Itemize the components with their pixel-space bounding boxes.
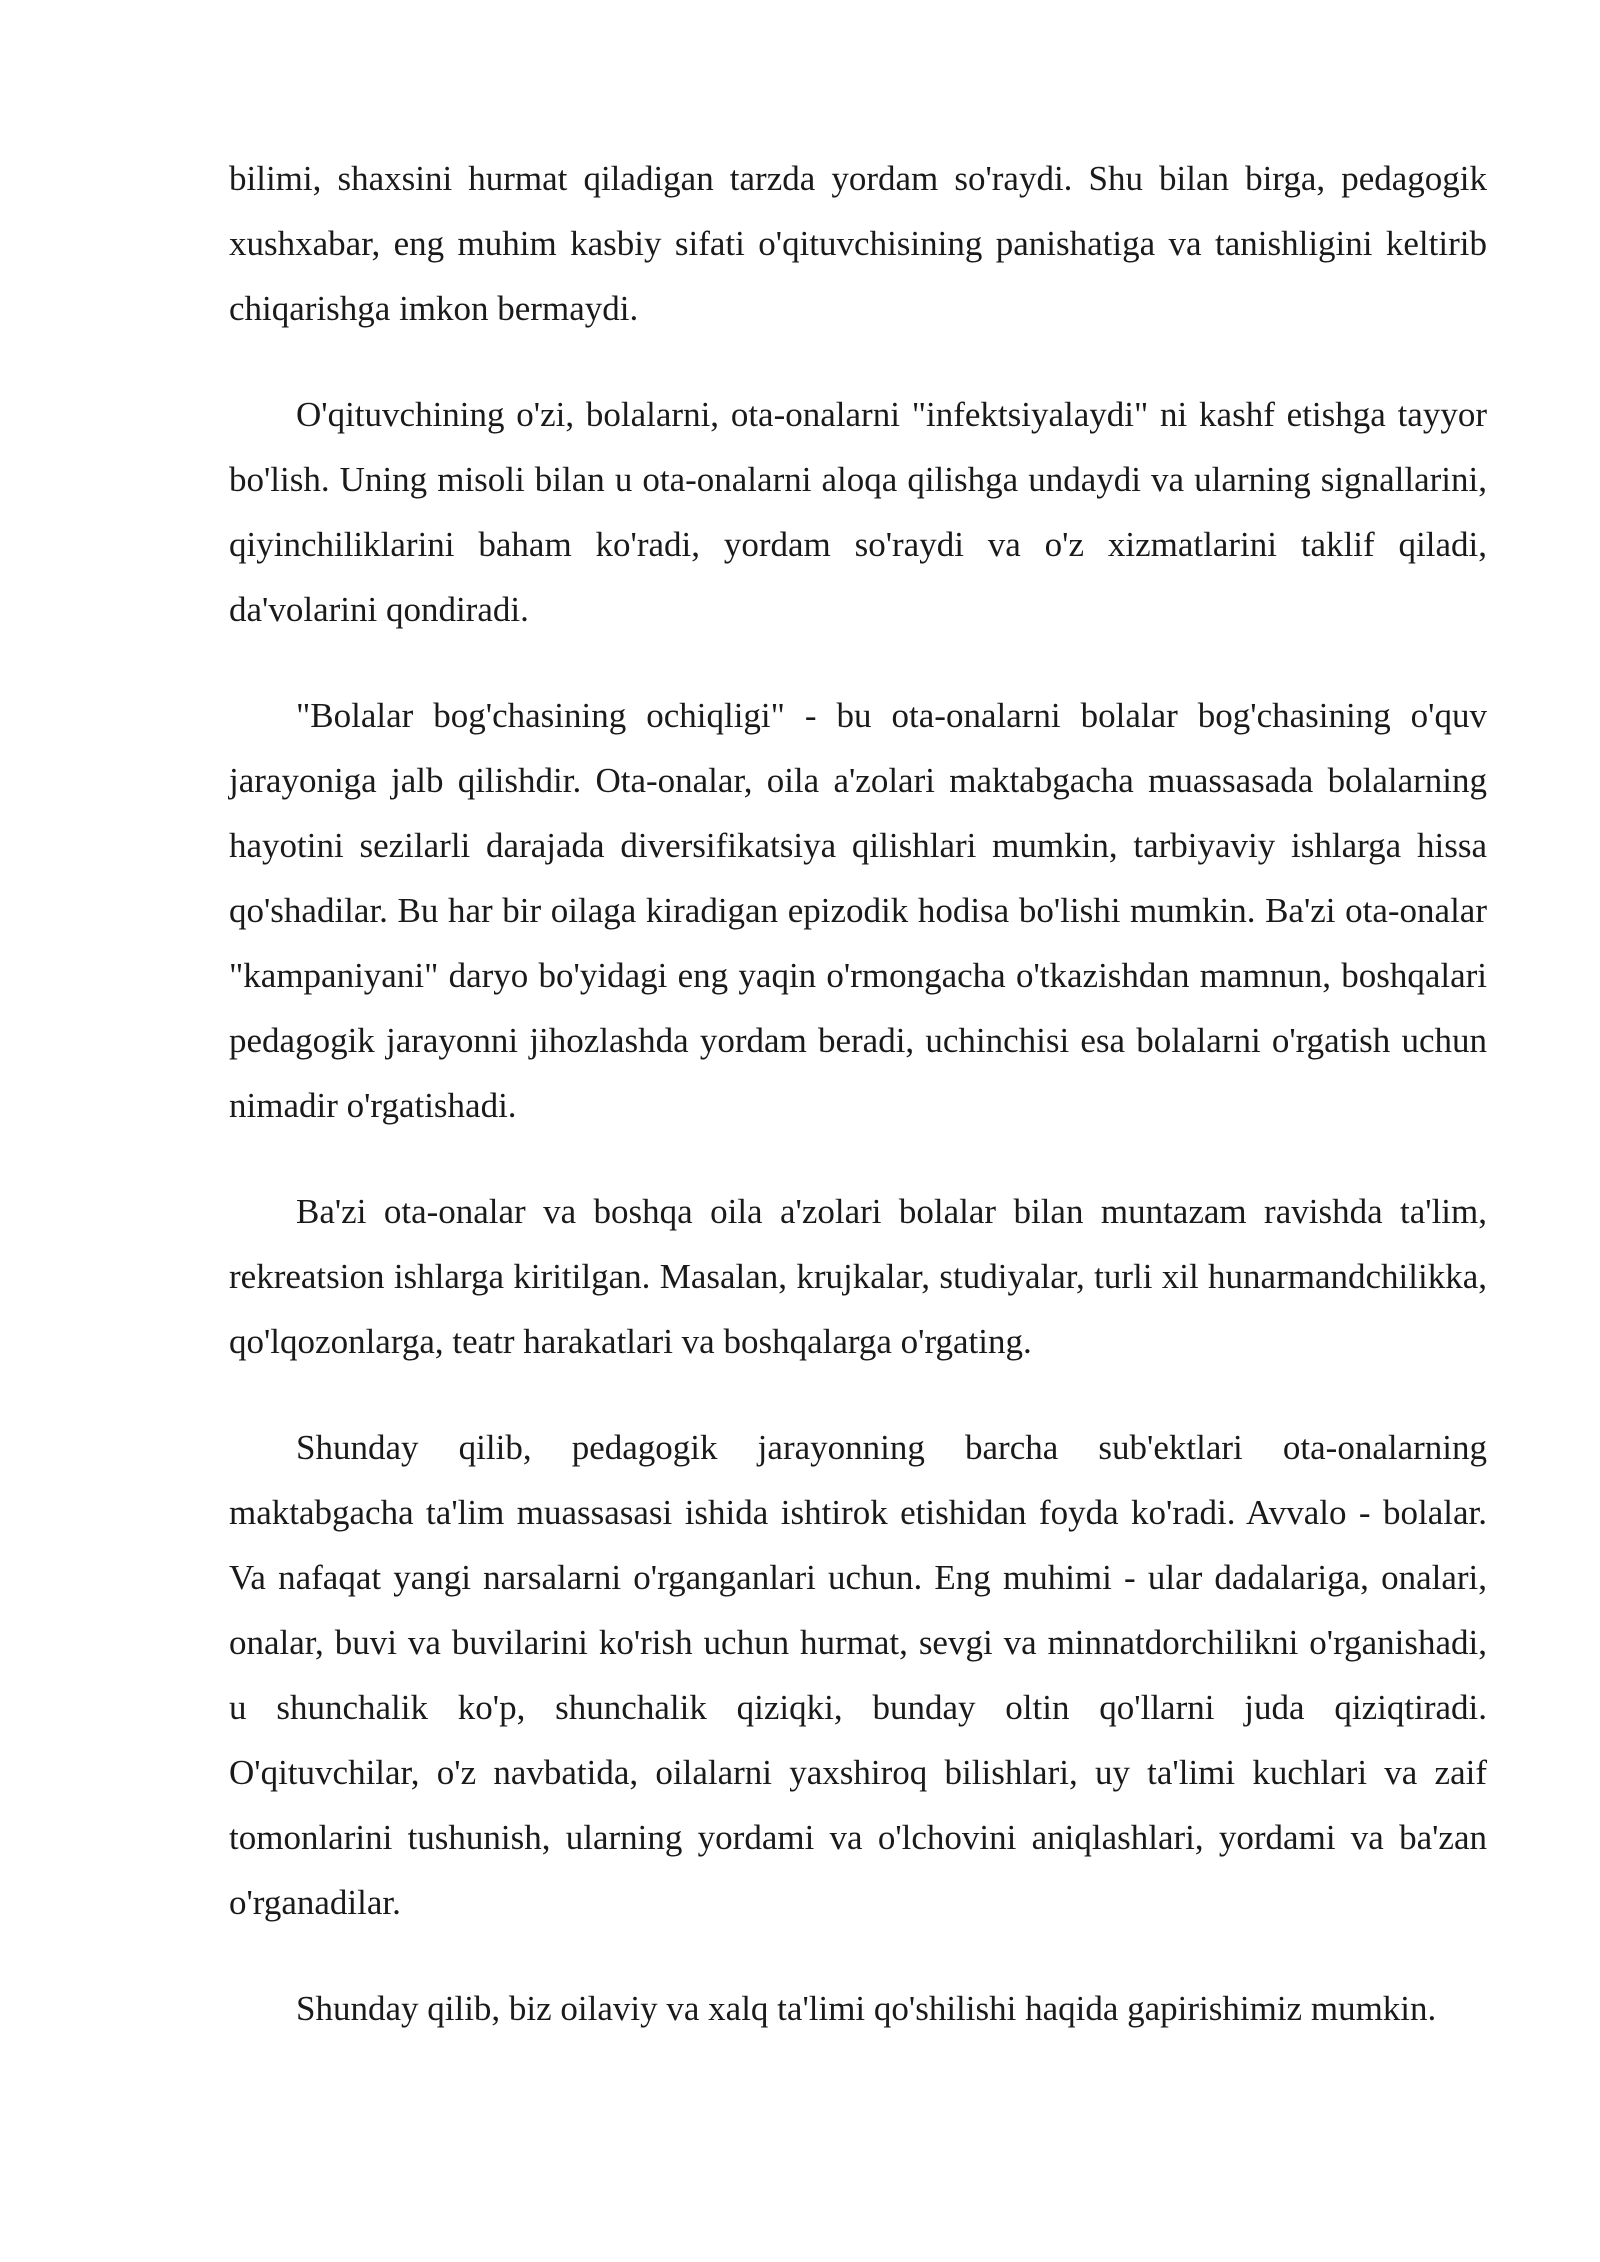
paragraph-5: Shunday qilib, pedagogik jarayonning barcha sub'ektlari ota-onalarning maktabgacha ta'lim muassasasi ishida ishtirok etishidan foyda ko'radi. Avvalo - bolalar. Va nafaqat yangi narsalarni o'rganganlari uchun. Eng muhimi - ular dadalariga, onalari, onalar, buvi va buvilarini ko'rish uchun hurmat, sevgi va minnatdorchilikni o'rganishadi, u shunchalik ko'p, shunchalik qiziqki, bunday oltin qo'llarni juda qiziqtiradi. O'qituvchilar, o'z navbatida, oilalarni yaxshiroq bilishlari, uy ta'limi kuchlari va zaif tomonlarini tushunish, ularning yordami va o'lchovini aniqlashlari, yordami va ba'zan o'rganadilar. [229, 1428, 1487, 1922]
paragraph-4: Ba'zi ota-onalar va boshqa oila a'zolari bolalar bilan muntazam ravishda ta'lim, rekreatsion ishlarga kiritilgan. Masalan, krujkalar, studiyalar, turli xil hunarmandchilikka, qo'lqozonlarga, teatr harakatlari va boshqalarga o'rgating. [229, 1192, 1487, 1361]
paragraph-3: "Bolalar bog'chasining ochiqligi" - bu ota-onalarni bolalar bog'chasining o'quv jarayoniga jalb qilishdir. Ota-onalar, oila a'zolari maktabgacha muassasada bolalarning hayotini sezilarli darajada diversifikatsiya qilishlari mumkin, tarbiyaviy ishlarga hissa qo'shadilar. Bu har bir oilaga kiradigan epizodik hodisa bo'lishi mumkin. Ba'zi ota-onalar "kampaniyani" daryo bo'yidagi eng yaqin o'rmongacha o'tkazishdan mamnun, boshqalari pedagogik jarayonni jihozlashda yordam beradi, uchinchisi esa bolalarni o'rgatish uchun nimadir o'rgatishadi. [229, 696, 1487, 1125]
paragraph-2: O'qituvchining o'zi, bolalarni, ota-onalarni "infektsiyalaydi" ni kashf etishga tayyor bo'lish. Uning misoli bilan u ota-onalarni aloqa qilishga undaydi va ularning signallarini, qiyinchiliklarini baham ko'radi, yordam so'raydi va o'z xizmatlarini taklif qiladi, da'volarini qondiradi. [229, 395, 1487, 629]
paragraph-1: bilimi, shaxsini hurmat qiladigan tarzda yordam so'raydi. Shu bilan birga, pedagogik xushxabar, eng muhim kasbiy sifati o'qituvchisining panishatiga va tanishligini keltirib chiqarishga imkon bermaydi. [229, 159, 1487, 328]
paragraph-6: Shunday qilib, biz oilaviy va xalq ta'limi qo'shilishi haqida gapirishimiz mumkin. [296, 1989, 1437, 2028]
document-body [229, 146, 1487, 2082]
